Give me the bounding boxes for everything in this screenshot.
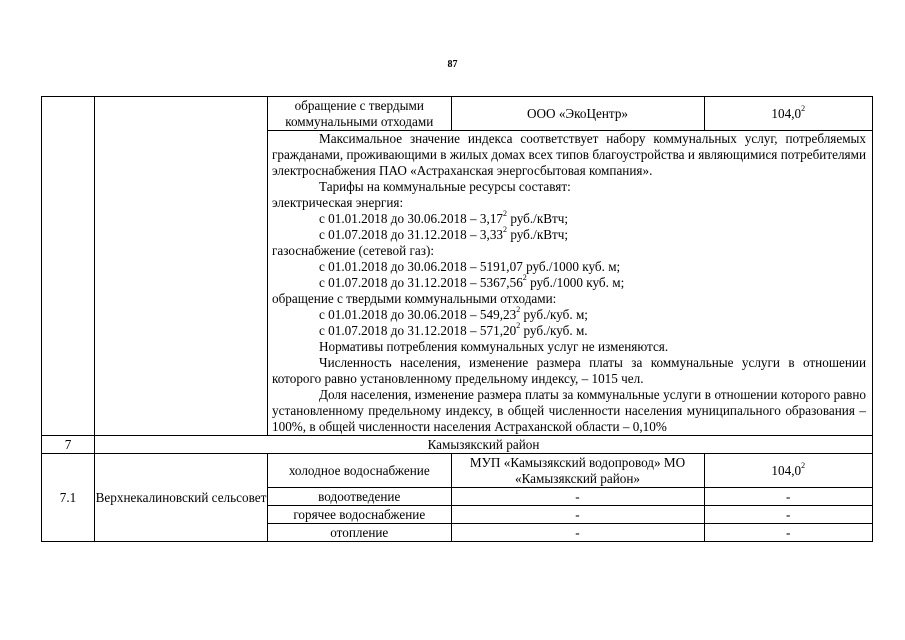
population-paragraph: Численность населения, изменение размера платы за коммунальные услуги в отношении которого равно установленному предельному индексу, – 1015 чел.: [272, 355, 866, 386]
service-provider: -: [451, 488, 704, 506]
description-block: [268, 130, 872, 435]
service-row: [268, 454, 872, 488]
service-provider: МУП «Камызякский водопровод» МО «Камызякский район»: [451, 454, 704, 488]
norms-paragraph: Нормативы потребления коммунальных услуг не изменяются.: [319, 339, 669, 354]
service-name: обращение с твердыми коммунальными отходами: [285, 97, 434, 129]
service-name: холодное водоснабжение: [288, 462, 430, 478]
service-index: 104,0$^2$: [704, 97, 872, 130]
continuation-row: [42, 97, 873, 436]
tariff-line: с 01.01.2018 до 30.06.2018 – 549,23$^2$ руб./куб. м;: [319, 305, 588, 322]
service-provider: -: [451, 524, 704, 542]
share-paragraph: Доля населения, изменение размера платы за коммунальные услуги в отношении которого равно установленному предельному индексу, в общей численности населения муниципального образования – 100%, в общей численности населения Астраханской области – 0,10%: [272, 387, 866, 434]
description-paragraph: Максимальное значение индекса соответствует набору коммунальных услуг, потребляемых гражданами, проживающими в жилых домах всех типов благоустройства и являющимися потребителями электроснабжения ПАО «Астраханская энергосбытовая компания».: [272, 131, 866, 178]
service-row: [268, 524, 872, 542]
settlement-services-table: [268, 454, 872, 541]
service-index: 104,0$^2$: [704, 454, 872, 488]
cell-settlement-empty: [95, 97, 268, 436]
tariff-line: с 01.01.2018 до 30.06.2018 – 3,17$^2$ руб./кВтч;: [319, 209, 569, 226]
waste-label: обращение с твердыми коммунальными отходами:: [272, 291, 557, 306]
district-row: [42, 436, 873, 454]
service-provider: -: [451, 506, 704, 524]
tariff-table: [41, 96, 873, 542]
tariff-line: с 01.07.2018 до 31.12.2018 – 571,20$^2$ руб./куб. м.: [319, 321, 588, 338]
service-row: [268, 488, 872, 506]
tariff-line: с 01.07.2018 до 31.12.2018 – 5367,56$^2$ руб./1000 куб. м;: [319, 273, 625, 290]
tariff-line: с 01.07.2018 до 31.12.2018 – 3,33$^2$ руб./кВтч;: [319, 225, 569, 242]
cell-number-empty: [42, 97, 95, 436]
service-index: -: [704, 506, 872, 524]
district-number: 7: [42, 436, 95, 454]
service-name: водоотведение: [268, 488, 451, 506]
service-index: -: [704, 488, 872, 506]
settlement-number: 7.1: [42, 454, 95, 542]
settlement-row: [42, 454, 873, 542]
page-number: 87: [447, 59, 458, 70]
settlement-services: [268, 454, 873, 542]
cell-details: [268, 97, 873, 436]
tariff-line: с 01.01.2018 до 30.06.2018 – 5191,07 руб./1000 куб. м;: [319, 259, 621, 274]
service-index: -: [704, 524, 872, 542]
top-service-table: [268, 97, 872, 130]
electricity-label: электрическая энергия:: [272, 195, 404, 210]
service-name: горячее водоснабжение: [268, 506, 451, 524]
settlement-name: Верхнекалиновский сельсовет: [95, 454, 268, 542]
service-provider: ООО «ЭкоЦентр»: [451, 97, 704, 130]
service-name: отопление: [268, 524, 451, 542]
gas-label: газоснабжение (сетевой газ):: [272, 243, 435, 258]
district-name: Камызякский район: [95, 436, 873, 454]
tariffs-intro: Тарифы на коммунальные ресурсы составят:: [319, 179, 571, 194]
service-row: [268, 506, 872, 524]
